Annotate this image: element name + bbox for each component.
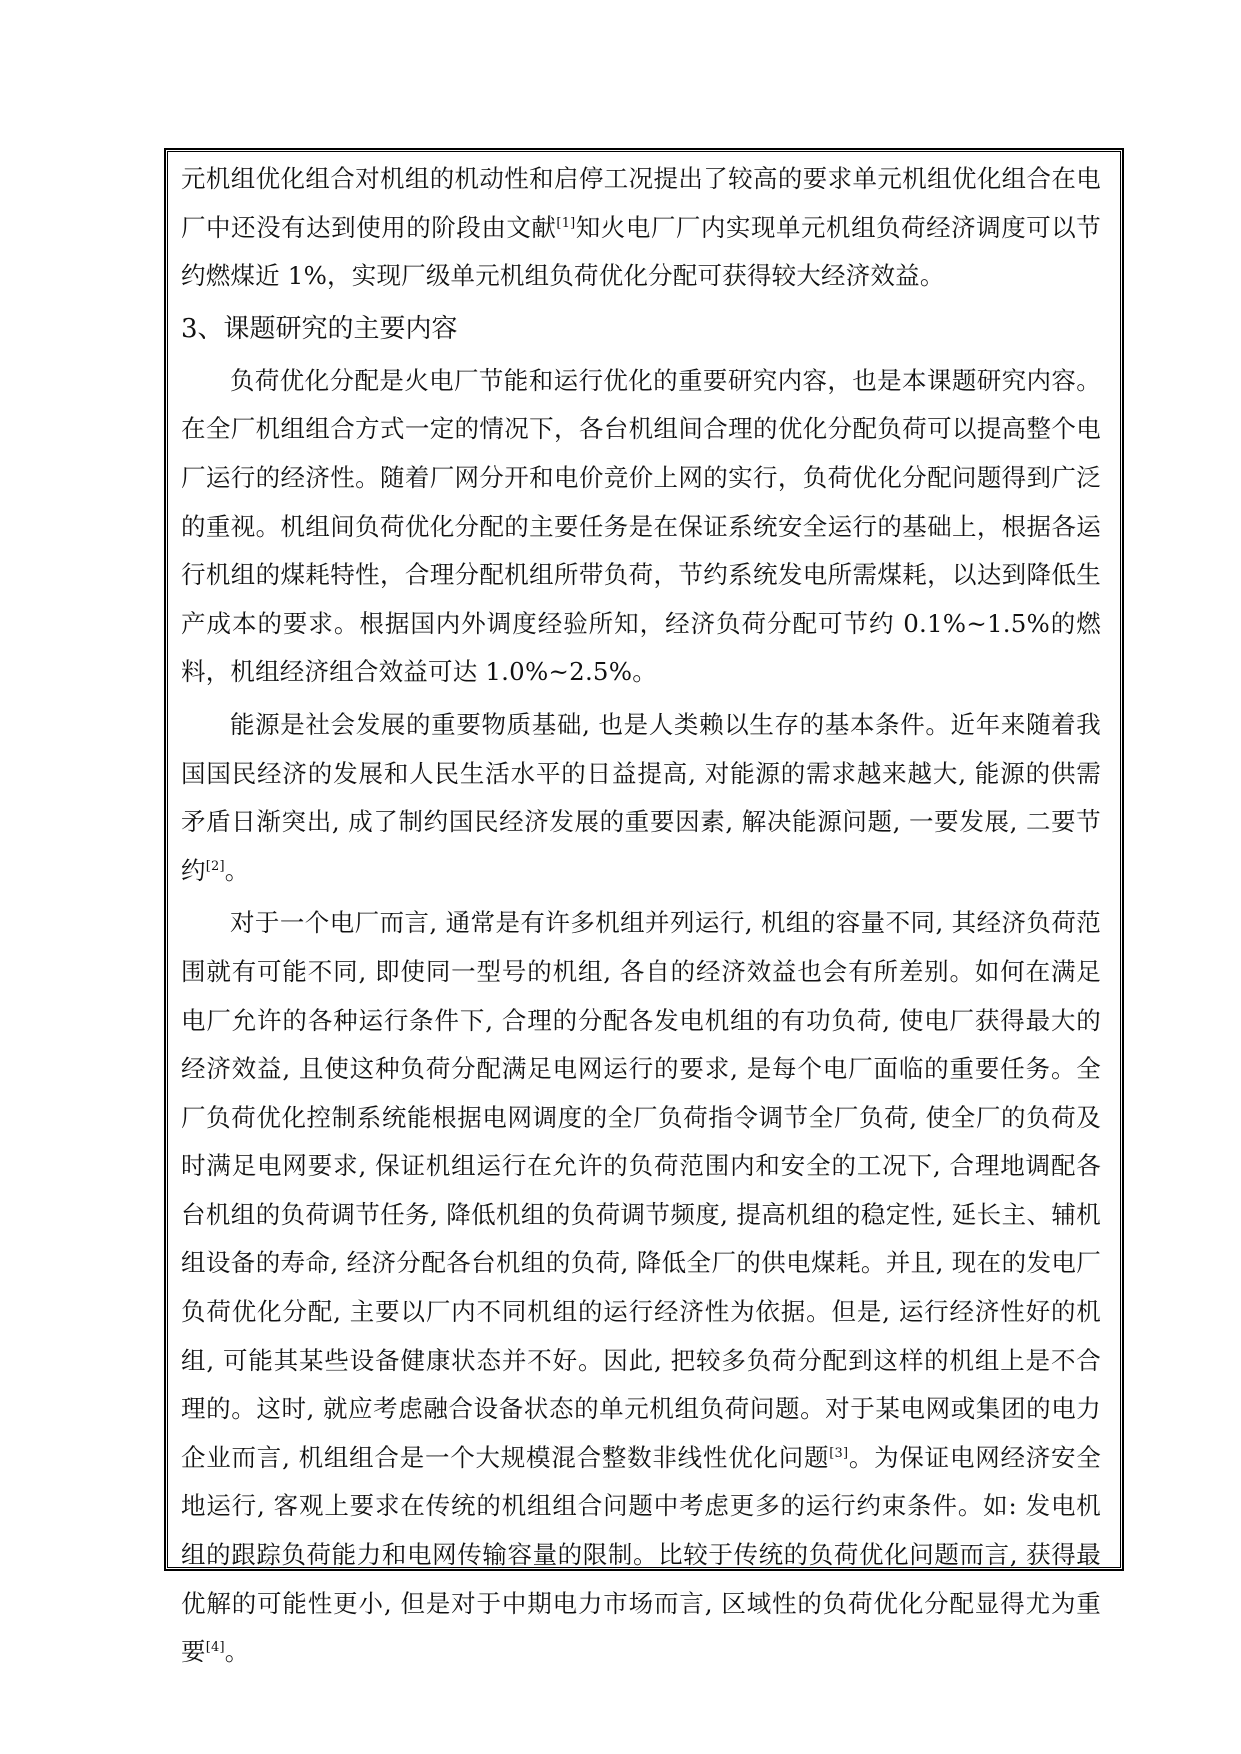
paragraph-text: 对于一个电厂而言, 通常是有许多机组并列运行, 机组的容量不同, 其经济负荷范围就有可能不同, 即使同一型号的机组, 各自的经济效益也会有所差别。如何在满足电厂允许的各种运行条件下, 合理的分配各发电机组的有功负荷, 使电厂获得最大的经济效益, 且使这种负荷分配满足电网运行的要求, 是每个电厂面临的重要任务。全厂负荷优化控制系统能根据电网调度的全厂负荷指令调节全厂负荷, 使全厂的负荷及时满足电网要求, 保证机组运行在允许的负荷范围内和安全的工况下, 合理地调配各台机组的负荷调节任务, 降低机组的负荷调节频度, 提高机组的稳定性, 延长主、辅机组设备的寿命, 经济分配各台机组的负荷, 降低全厂的供电煤耗。并且, 现在的发电厂负荷优化分配, 主要以厂内不同机组的运行经济性为依据。但是, 运行经济性好的机组, 可能其某些设备健康状态并不好。因此, 把较多负荷分配到这样的机组上是不合理的。这时, 就应考虑融合设备状态的单元机组负荷问题。对于某电网或集团的电力企业而言, 机组组合是一个大规模混合整数非线性优化问题: [181, 908, 1101, 1472]
page-frame: [164, 148, 1124, 1667]
paragraph-intro: [181, 155, 1101, 301]
paragraph-text: 。: [224, 855, 250, 885]
citation-ref[interactable]: [3]: [829, 1445, 849, 1461]
citation-ref[interactable]: [4]: [205, 1640, 225, 1656]
paragraph-power-plant: [181, 899, 1101, 1677]
section-heading: 3、课题研究的主要内容: [181, 313, 458, 344]
paragraph-text: 。为保证电网经济安全地运行, 客观上要求在传统的机组组合问题中考虑更多的运行约束条件。如: 发电机组的跟踪负荷能力和电网传输容量的限制。比较于传统的负荷优化问题而言, 获得最优解的可能性更小, 但是对于中期电力市场而言, 区域性的负荷优化分配显得尤为重要: [181, 1442, 1101, 1667]
paragraph-text: 元机组优化组合对机组的机动性和启停工况提出了较高的要求单元机组优化组合在电厂中还没有达到使用的阶段由文献: [181, 164, 1101, 242]
citation-ref[interactable]: [1]: [556, 215, 576, 231]
paragraph-text: 。: [224, 1637, 250, 1667]
citation-ref[interactable]: [2]: [205, 858, 225, 874]
paragraph-text: 负荷优化分配是火电厂节能和运行优化的重要研究内容，也是本课题研究内容。在全厂机组组合方式一定的情况下，各台机组间合理的优化分配负荷可以提高整个电厂运行的经济性。随着厂网分开和电价竞价上网的实行，负荷优化分配问题得到广泛的重视。机组间负荷优化分配的主要任务是在保证系统安全运行的基础上，根据各运行机组的煤耗特性，合理分配机组所带负荷，节约系统发电所需煤耗，以达到降低生产成本的要求。根据国内外调度经验所知，经济负荷分配可节约 0.1%~1.5%的燃料，机组经济组合效益可达 1.0%~2.5%。: [181, 365, 1101, 687]
paragraph-text: 知火电厂厂内实现单元机组负荷经济调度可以节约燃煤近 1%，实现厂级单元机组负荷优化分配可获得较大经济效益。: [181, 212, 1102, 291]
paragraph-load-optimization: [181, 357, 1101, 697]
paragraph-text: 能源是社会发展的重要物质基础, 也是人类赖以生存的基本条件。近年来随着我国国民经济的发展和人民生活水平的日益提高, 对能源的需求越来越大, 能源的供需矛盾日渐突出, 成了制约国民经济发展的重要因素, 解决能源问题, 一要发展, 二要节约: [181, 709, 1101, 885]
paragraph-energy: [181, 701, 1101, 895]
document-body: [181, 155, 1101, 1677]
